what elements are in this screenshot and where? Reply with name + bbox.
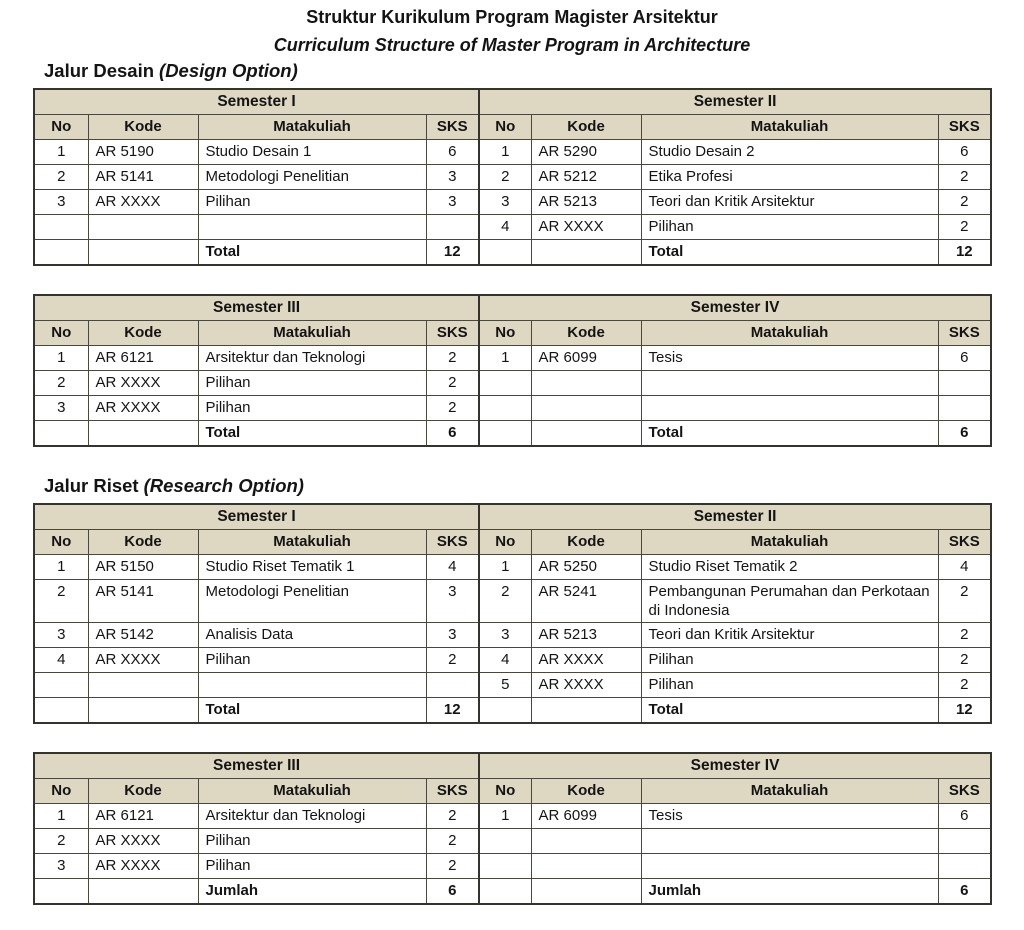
cell-sks [938,854,991,879]
cell-no: 1 [479,346,531,371]
section-heading [44,475,1024,497]
cell-kode: AR 5250 [531,555,641,580]
cell-kode: AR 5213 [531,623,641,648]
table-row [34,648,991,673]
curriculum-table [33,88,992,266]
cell-kode [531,371,641,396]
cell-sks: 6 [938,140,991,165]
column-header-sks: SKS [426,115,479,140]
total-sks: 12 [938,698,991,724]
cell-matakuliah [641,396,938,421]
cell-kode: AR XXXX [531,648,641,673]
column-header-matakuliah: Matakuliah [198,779,426,804]
cell-matakuliah: Studio Riset Tematik 1 [198,555,426,580]
cell-no: 2 [34,371,88,396]
cell-kode: AR 6099 [531,804,641,829]
cell-no: 1 [479,555,531,580]
cell-sks: 3 [426,165,479,190]
column-header-kode: Kode [88,530,198,555]
total-sks: 6 [426,879,479,905]
cell-matakuliah: Studio Desain 2 [641,140,938,165]
semester-header: Semester IV [479,753,991,779]
cell-sks: 2 [938,215,991,240]
cell-no: 3 [34,396,88,421]
cell-no: 3 [34,190,88,215]
column-header-matakuliah: Matakuliah [641,779,938,804]
cell-no [34,698,88,724]
semester-header: Semester II [479,504,991,530]
cell-sks: 4 [938,555,991,580]
cell-kode: AR 5150 [88,555,198,580]
table-row [34,673,991,698]
cell-kode [88,240,198,266]
cell-matakuliah: Pilihan [641,215,938,240]
cell-kode: AR 5290 [531,140,641,165]
cell-kode: AR 5213 [531,190,641,215]
cell-matakuliah: Teori dan Kritik Arsitektur [641,190,938,215]
cell-matakuliah: Pilihan [641,648,938,673]
cell-kode: AR 5241 [531,580,641,623]
total-label: Total [198,240,426,266]
cell-sks: 6 [426,140,479,165]
column-header-sks: SKS [938,321,991,346]
cell-matakuliah [641,371,938,396]
cell-no [34,240,88,266]
cell-no: 3 [479,190,531,215]
cell-no [479,698,531,724]
column-header-sks: SKS [938,530,991,555]
column-header-kode: Kode [88,321,198,346]
cell-sks: 4 [426,555,479,580]
cell-kode: AR 5212 [531,165,641,190]
semester-header: Semester IV [479,295,991,321]
total-sks: 12 [426,240,479,266]
cell-no [479,421,531,447]
cell-sks: 2 [426,829,479,854]
cell-matakuliah: Pilihan [198,371,426,396]
curriculum-table [33,294,992,447]
cell-no [479,854,531,879]
cell-sks: 6 [938,804,991,829]
table-row [34,140,991,165]
cell-sks [426,673,479,698]
cell-no: 2 [34,829,88,854]
cell-no: 1 [479,804,531,829]
cell-no: 4 [479,215,531,240]
column-header-no: No [479,779,531,804]
cell-sks: 2 [938,190,991,215]
total-sks: 6 [938,879,991,905]
cell-no: 2 [479,580,531,623]
cell-kode: AR 6121 [88,346,198,371]
cell-sks: 2 [938,165,991,190]
table-row [34,623,991,648]
table-row [34,854,991,879]
cell-sks [938,829,991,854]
column-header-matakuliah: Matakuliah [641,321,938,346]
cell-no: 4 [479,648,531,673]
column-header-kode: Kode [531,779,641,804]
total-sks: 12 [426,698,479,724]
cell-sks [426,215,479,240]
cell-matakuliah: Metodologi Penelitian [198,165,426,190]
cell-sks: 3 [426,580,479,623]
cell-kode [531,396,641,421]
total-label: Jumlah [641,879,938,905]
semester-header: Semester I [34,89,479,115]
cell-kode: AR XXXX [88,648,198,673]
cell-kode [531,879,641,905]
section-heading-text: Jalur Desain [44,60,155,81]
cell-matakuliah: Studio Riset Tematik 2 [641,555,938,580]
cell-no: 1 [34,346,88,371]
cell-matakuliah: Arsitektur dan Teknologi [198,346,426,371]
semester-header: Semester III [34,753,479,779]
cell-sks: 6 [938,346,991,371]
cell-no: 3 [34,854,88,879]
cell-sks: 2 [426,371,479,396]
column-header-no: No [479,530,531,555]
cell-kode: AR XXXX [88,371,198,396]
cell-kode [531,829,641,854]
cell-matakuliah: Pilihan [198,396,426,421]
table-row [34,190,991,215]
total-label: Jumlah [198,879,426,905]
table-band [0,752,1024,905]
column-header-matakuliah: Matakuliah [641,530,938,555]
cell-no [34,421,88,447]
column-header-no: No [34,779,88,804]
cell-no [34,673,88,698]
column-header-no: No [34,115,88,140]
cell-kode [88,698,198,724]
cell-matakuliah [641,854,938,879]
column-header-sks: SKS [938,779,991,804]
cell-sks: 2 [426,854,479,879]
cell-kode [88,879,198,905]
cell-no: 3 [479,623,531,648]
column-header-kode: Kode [88,779,198,804]
cell-matakuliah: Teori dan Kritik Arsitektur [641,623,938,648]
table-row [34,215,991,240]
cell-sks: 2 [938,648,991,673]
cell-kode [531,421,641,447]
table-row [34,371,991,396]
table-row [34,165,991,190]
section-jalur-riset [0,475,1024,905]
cell-kode: AR 5142 [88,623,198,648]
cell-matakuliah: Analisis Data [198,623,426,648]
total-sks: 6 [938,421,991,447]
section-heading-note: (Research Option) [143,475,304,496]
cell-sks [938,371,991,396]
page-subtitle: Curriculum Structure of Master Program in Architecture [273,35,751,55]
semester-header: Semester II [479,89,991,115]
column-header-no: No [479,321,531,346]
cell-matakuliah: Pilihan [641,673,938,698]
cell-no [479,829,531,854]
cell-no [34,215,88,240]
cell-sks: 3 [426,623,479,648]
page-title: Struktur Kurikulum Program Magister Arsitektur [306,7,718,27]
section-heading [44,60,1024,82]
table-row [34,580,991,623]
cell-no: 3 [34,623,88,648]
cell-no: 2 [479,165,531,190]
cell-no: 1 [34,140,88,165]
cell-kode: AR 5141 [88,580,198,623]
total-row [34,698,991,724]
cell-kode [531,240,641,266]
table-band [0,88,1024,266]
total-label: Total [198,698,426,724]
total-label: Total [198,421,426,447]
cell-sks: 2 [426,396,479,421]
cell-no: 5 [479,673,531,698]
cell-kode [88,421,198,447]
cell-sks: 2 [938,673,991,698]
column-header-no: No [34,321,88,346]
cell-matakuliah: Tesis [641,804,938,829]
total-sks: 12 [938,240,991,266]
table-band [0,503,1024,724]
column-header-matakuliah: Matakuliah [641,115,938,140]
cell-no [479,371,531,396]
cell-kode: AR 5141 [88,165,198,190]
cell-matakuliah [641,829,938,854]
cell-kode: AR 5190 [88,140,198,165]
cell-no: 1 [34,555,88,580]
cell-sks: 2 [426,648,479,673]
cell-matakuliah: Pilihan [198,190,426,215]
cell-no: 4 [34,648,88,673]
cell-sks: 2 [426,346,479,371]
curriculum-table [33,503,992,724]
column-header-sks: SKS [426,530,479,555]
section-heading-note: (Design Option) [159,60,298,81]
cell-sks [938,396,991,421]
cell-matakuliah: Pilihan [198,854,426,879]
table-row [34,396,991,421]
cell-no: 2 [34,580,88,623]
cell-matakuliah: Pilihan [198,648,426,673]
column-header-sks: SKS [426,321,479,346]
cell-kode [531,698,641,724]
cell-sks: 3 [426,190,479,215]
table-row [34,555,991,580]
table-row [34,346,991,371]
cell-sks: 2 [938,580,991,623]
column-header-matakuliah: Matakuliah [198,321,426,346]
cell-no [479,240,531,266]
cell-matakuliah: Tesis [641,346,938,371]
total-label: Total [641,698,938,724]
cell-kode: AR 6099 [531,346,641,371]
table-band [0,294,1024,447]
cell-matakuliah: Pembangunan Perumahan dan Perkotaan di Indonesia [641,580,938,623]
total-sks: 6 [426,421,479,447]
total-label: Total [641,421,938,447]
cell-sks: 2 [938,623,991,648]
cell-kode: AR XXXX [88,854,198,879]
column-header-no: No [479,115,531,140]
cell-kode [88,215,198,240]
section-jalur-desain [0,60,1024,447]
total-row [34,421,991,447]
column-header-kode: Kode [531,115,641,140]
cell-no: 2 [34,165,88,190]
cell-matakuliah [198,215,426,240]
cell-matakuliah: Arsitektur dan Teknologi [198,804,426,829]
cell-kode: AR XXXX [88,829,198,854]
curriculum-table [33,752,992,905]
cell-kode: AR XXXX [531,673,641,698]
column-header-sks: SKS [938,115,991,140]
cell-kode [88,673,198,698]
semester-header: Semester III [34,295,479,321]
table-row [34,804,991,829]
semester-header: Semester I [34,504,479,530]
column-header-sks: SKS [426,779,479,804]
column-header-kode: Kode [531,530,641,555]
cell-no [479,879,531,905]
total-row [34,879,991,905]
cell-kode: AR 6121 [88,804,198,829]
cell-matakuliah: Etika Profesi [641,165,938,190]
cell-no [479,396,531,421]
column-header-matakuliah: Matakuliah [198,530,426,555]
cell-no: 1 [479,140,531,165]
section-heading-text: Jalur Riset [44,475,139,496]
cell-matakuliah: Metodologi Penelitian [198,580,426,623]
total-label: Total [641,240,938,266]
column-header-matakuliah: Matakuliah [198,115,426,140]
cell-matakuliah: Pilihan [198,829,426,854]
column-header-kode: Kode [531,321,641,346]
cell-kode: AR XXXX [88,190,198,215]
table-row [34,829,991,854]
cell-matakuliah [198,673,426,698]
total-row [34,240,991,266]
cell-matakuliah: Studio Desain 1 [198,140,426,165]
cell-kode: AR XXXX [531,215,641,240]
cell-kode [531,854,641,879]
cell-no [34,879,88,905]
cell-no: 1 [34,804,88,829]
column-header-kode: Kode [88,115,198,140]
column-header-no: No [34,530,88,555]
cell-kode: AR XXXX [88,396,198,421]
cell-sks: 2 [426,804,479,829]
